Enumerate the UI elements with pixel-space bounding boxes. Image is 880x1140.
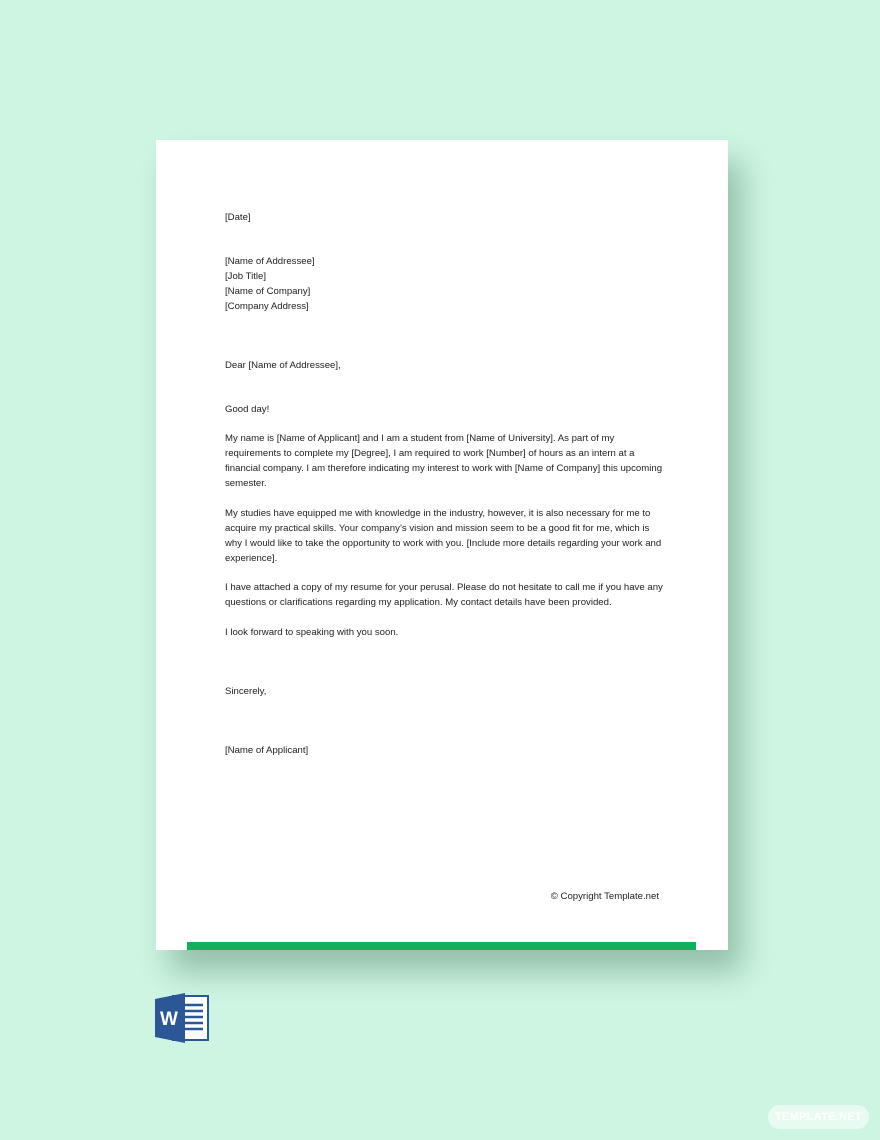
letter-page (156, 140, 728, 950)
brand-badge[interactable]: TEMPLATE.NET (768, 1105, 869, 1129)
accent-bar (187, 942, 696, 950)
addressee-company-address: [Company Address] (225, 301, 309, 312)
addressee-name: [Name of Addressee] (225, 256, 315, 267)
closing: Sincerely, (225, 686, 267, 697)
recipient-block (225, 254, 665, 314)
microsoft-word-icon (155, 993, 209, 1043)
paragraph-intro: My name is [Name of Applicant] and I am a student from [Name of University]. As part of my requirements to complete my [Degree], I am required to work [Number] of hours as an intern at a financial company. I am therefore indicating my interest to work with [Name of Company] this upcoming semester. (225, 433, 663, 489)
signature-name: [Name of Applicant] (225, 745, 309, 756)
copyright-notice: © Copyright Template.net (550, 891, 659, 902)
salutation: Dear [Name of Addressee], (225, 360, 341, 371)
letter-date: [Date] (225, 212, 251, 223)
paragraph-resume: I have attached a copy of my resume for your perusal. Please do not hesitate to call me if you have any questions or clarifications regarding my application. My contact details have been provided. (225, 582, 663, 608)
addressee-company-name: [Name of Company] (225, 286, 311, 297)
addressee-job-title: [Job Title] (225, 271, 267, 282)
paragraph-closing-line: I look forward to speaking with you soon. (225, 627, 399, 638)
paragraph-skills: My studies have equipped me with knowledge in the industry, however, it is also necessary for me to acquire my practical skills. Your company’s vision and mission seem to be a good fit for me, which is why I would like to take the opportunity to work with you. [Include more details regarding your work and experience]. (225, 508, 662, 564)
word-icon-letter: W (160, 1009, 178, 1030)
greeting: Good day! (225, 404, 270, 415)
